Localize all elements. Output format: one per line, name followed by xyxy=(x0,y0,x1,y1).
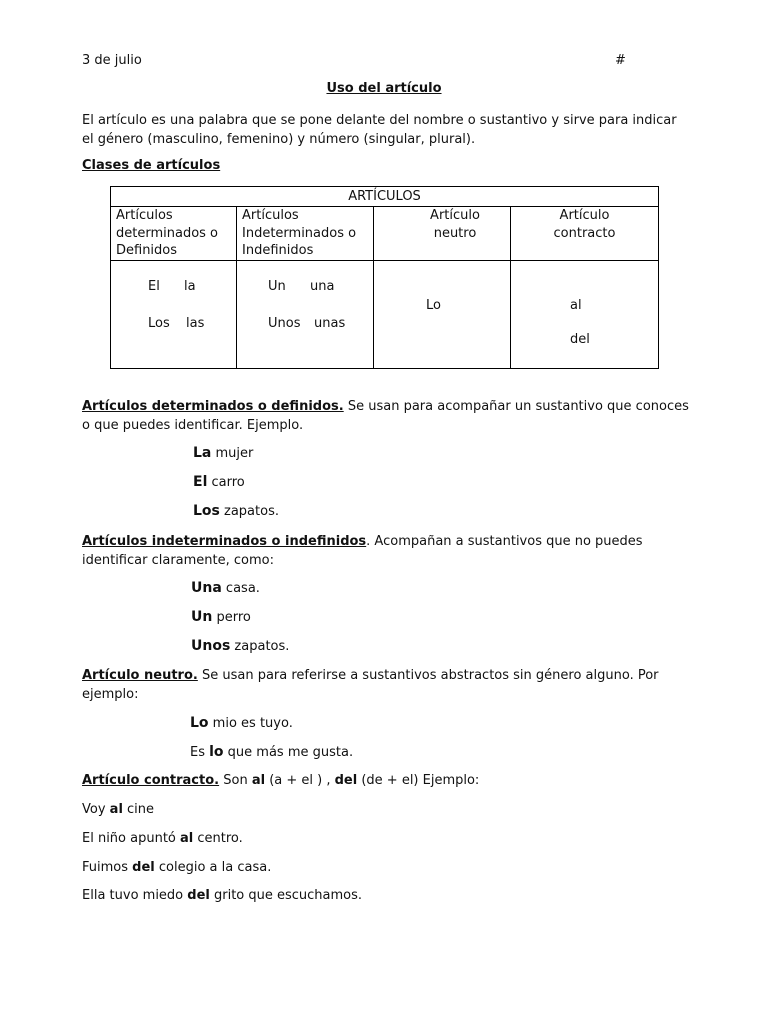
example-bold: lo xyxy=(209,744,224,760)
example-rest: carro xyxy=(207,475,245,490)
example-la-mujer xyxy=(193,445,253,461)
example-bold: al xyxy=(109,802,123,817)
header-indefinidos-line3: Indefinidos xyxy=(242,243,314,258)
contracto-bold-al: al xyxy=(251,773,266,788)
example-bold: del xyxy=(132,860,155,875)
example-unos-zapatos xyxy=(191,638,289,654)
indefinidos-heading: Artículos indeterminados o indefinidos xyxy=(82,534,367,549)
example-voy-al-cine xyxy=(82,802,154,817)
example-fuimos-del xyxy=(82,860,271,875)
article-el: El xyxy=(148,278,160,294)
header-contracto-line2: contracto xyxy=(553,225,616,241)
contracto-paragraph xyxy=(82,773,479,788)
table-title: ARTÍCULOS xyxy=(348,189,421,204)
example-rest: zapatos. xyxy=(230,639,290,654)
neutro-paragraph xyxy=(82,666,692,704)
example-rest: zapatos. xyxy=(219,504,279,519)
contracto-heading: Artículo contracto. xyxy=(82,773,220,788)
article-un: Un xyxy=(268,278,286,294)
example-rest: que más me gusta. xyxy=(223,745,354,760)
example-bold: Lo xyxy=(190,715,209,731)
contracto-text-3: (de + el) Ejemplo: xyxy=(357,773,480,788)
neutro-heading: Artículo neutro. xyxy=(82,668,198,683)
header-indefinidos-line1: Artículos xyxy=(242,208,299,223)
example-bold: al xyxy=(180,831,194,846)
example-rest: mujer xyxy=(211,446,254,461)
header-cell-neutro xyxy=(374,207,511,261)
header-cell-definidos xyxy=(111,207,237,261)
header-definidos-line1: Artículos xyxy=(116,208,173,223)
example-una-casa xyxy=(191,580,260,596)
table-title-cell xyxy=(111,187,659,207)
definidos-text: Se usan para acompañar un sustantivo que conoces o que puedes identificar. Ejemplo. xyxy=(82,399,689,433)
contracto-text-2: (a + el ) , xyxy=(265,773,335,788)
example-pre: Fuimos xyxy=(82,860,133,875)
cell-indefinidos xyxy=(237,260,374,368)
example-pre: Ella tuvo miedo xyxy=(82,888,188,903)
article-al: al xyxy=(570,297,582,313)
header-cell-indefinidos xyxy=(237,207,374,261)
example-bold: Una xyxy=(191,580,222,596)
page-title: Uso del artículo xyxy=(326,81,442,96)
header-contracto-line1: Artículo xyxy=(559,208,610,223)
article-del: del xyxy=(570,331,590,347)
example-rest: mio es tuyo. xyxy=(208,716,293,731)
example-bold: Los xyxy=(193,503,220,519)
article-las: las xyxy=(186,315,205,331)
classes-heading: Clases de artículos xyxy=(82,158,221,173)
header-cell-contracto xyxy=(511,207,659,261)
article-unas: unas xyxy=(314,315,346,331)
header-indefinidos-line2: Indeterminados o xyxy=(242,225,357,241)
example-rest: centro. xyxy=(193,831,243,846)
article-la: la xyxy=(184,278,196,294)
header-definidos-line3: Definidos xyxy=(116,243,178,258)
example-rest: casa. xyxy=(221,581,260,596)
contracto-text-1: Son xyxy=(219,773,252,788)
neutro-text: Se usan para referirse a sustantivos abstractos sin género alguno. Por ejemplo: xyxy=(82,668,659,702)
contracto-bold-del: del xyxy=(334,773,358,788)
example-ella-tuvo-miedo xyxy=(82,888,362,903)
header-neutro-line2: neutro xyxy=(433,225,477,241)
example-un-perro xyxy=(191,609,251,625)
example-rest: cine xyxy=(122,802,155,817)
cell-contracto xyxy=(511,260,659,368)
example-pre: Es xyxy=(190,745,210,760)
intro-paragraph: El artículo es una palabra que se pone delante del nombre o sustantivo y sirve para indicar el género (masculino, femenino) y número (singular, plural). xyxy=(82,113,677,147)
example-rest: colegio a la casa. xyxy=(154,860,272,875)
example-lo-mio xyxy=(190,715,293,731)
article-unos: Unos xyxy=(268,315,301,331)
header-definidos-line2: determinados o xyxy=(116,225,219,241)
indefinidos-paragraph xyxy=(82,532,692,570)
example-pre: Voy xyxy=(82,802,110,817)
page-mark: # xyxy=(615,53,626,68)
example-rest: perro xyxy=(212,610,251,625)
example-bold: El xyxy=(193,474,208,490)
example-bold: del xyxy=(187,888,210,903)
definidos-heading: Artículos determinados o definidos. xyxy=(82,399,344,414)
article-los: Los xyxy=(148,315,170,331)
definidos-paragraph xyxy=(82,397,692,435)
example-los-zapatos xyxy=(193,503,279,519)
example-es-lo xyxy=(190,744,353,760)
example-nino-apunto xyxy=(82,831,243,846)
example-bold: Unos xyxy=(191,638,231,654)
header-date: 3 de julio xyxy=(82,53,142,68)
example-el-carro xyxy=(193,474,245,490)
cell-neutro xyxy=(374,260,511,368)
example-bold: La xyxy=(193,445,212,461)
articles-table xyxy=(110,186,659,369)
article-lo: Lo xyxy=(426,297,441,313)
header-neutro-line1: Artículo xyxy=(430,208,480,223)
article-una: una xyxy=(310,278,335,294)
example-bold: Un xyxy=(191,609,213,625)
example-pre: El niño apuntó xyxy=(82,831,181,846)
cell-definidos xyxy=(111,260,237,368)
example-rest: grito que escuchamos. xyxy=(209,888,363,903)
indefinidos-text: . Acompañan a sustantivos que no puedes identificar claramente, como: xyxy=(82,534,643,568)
